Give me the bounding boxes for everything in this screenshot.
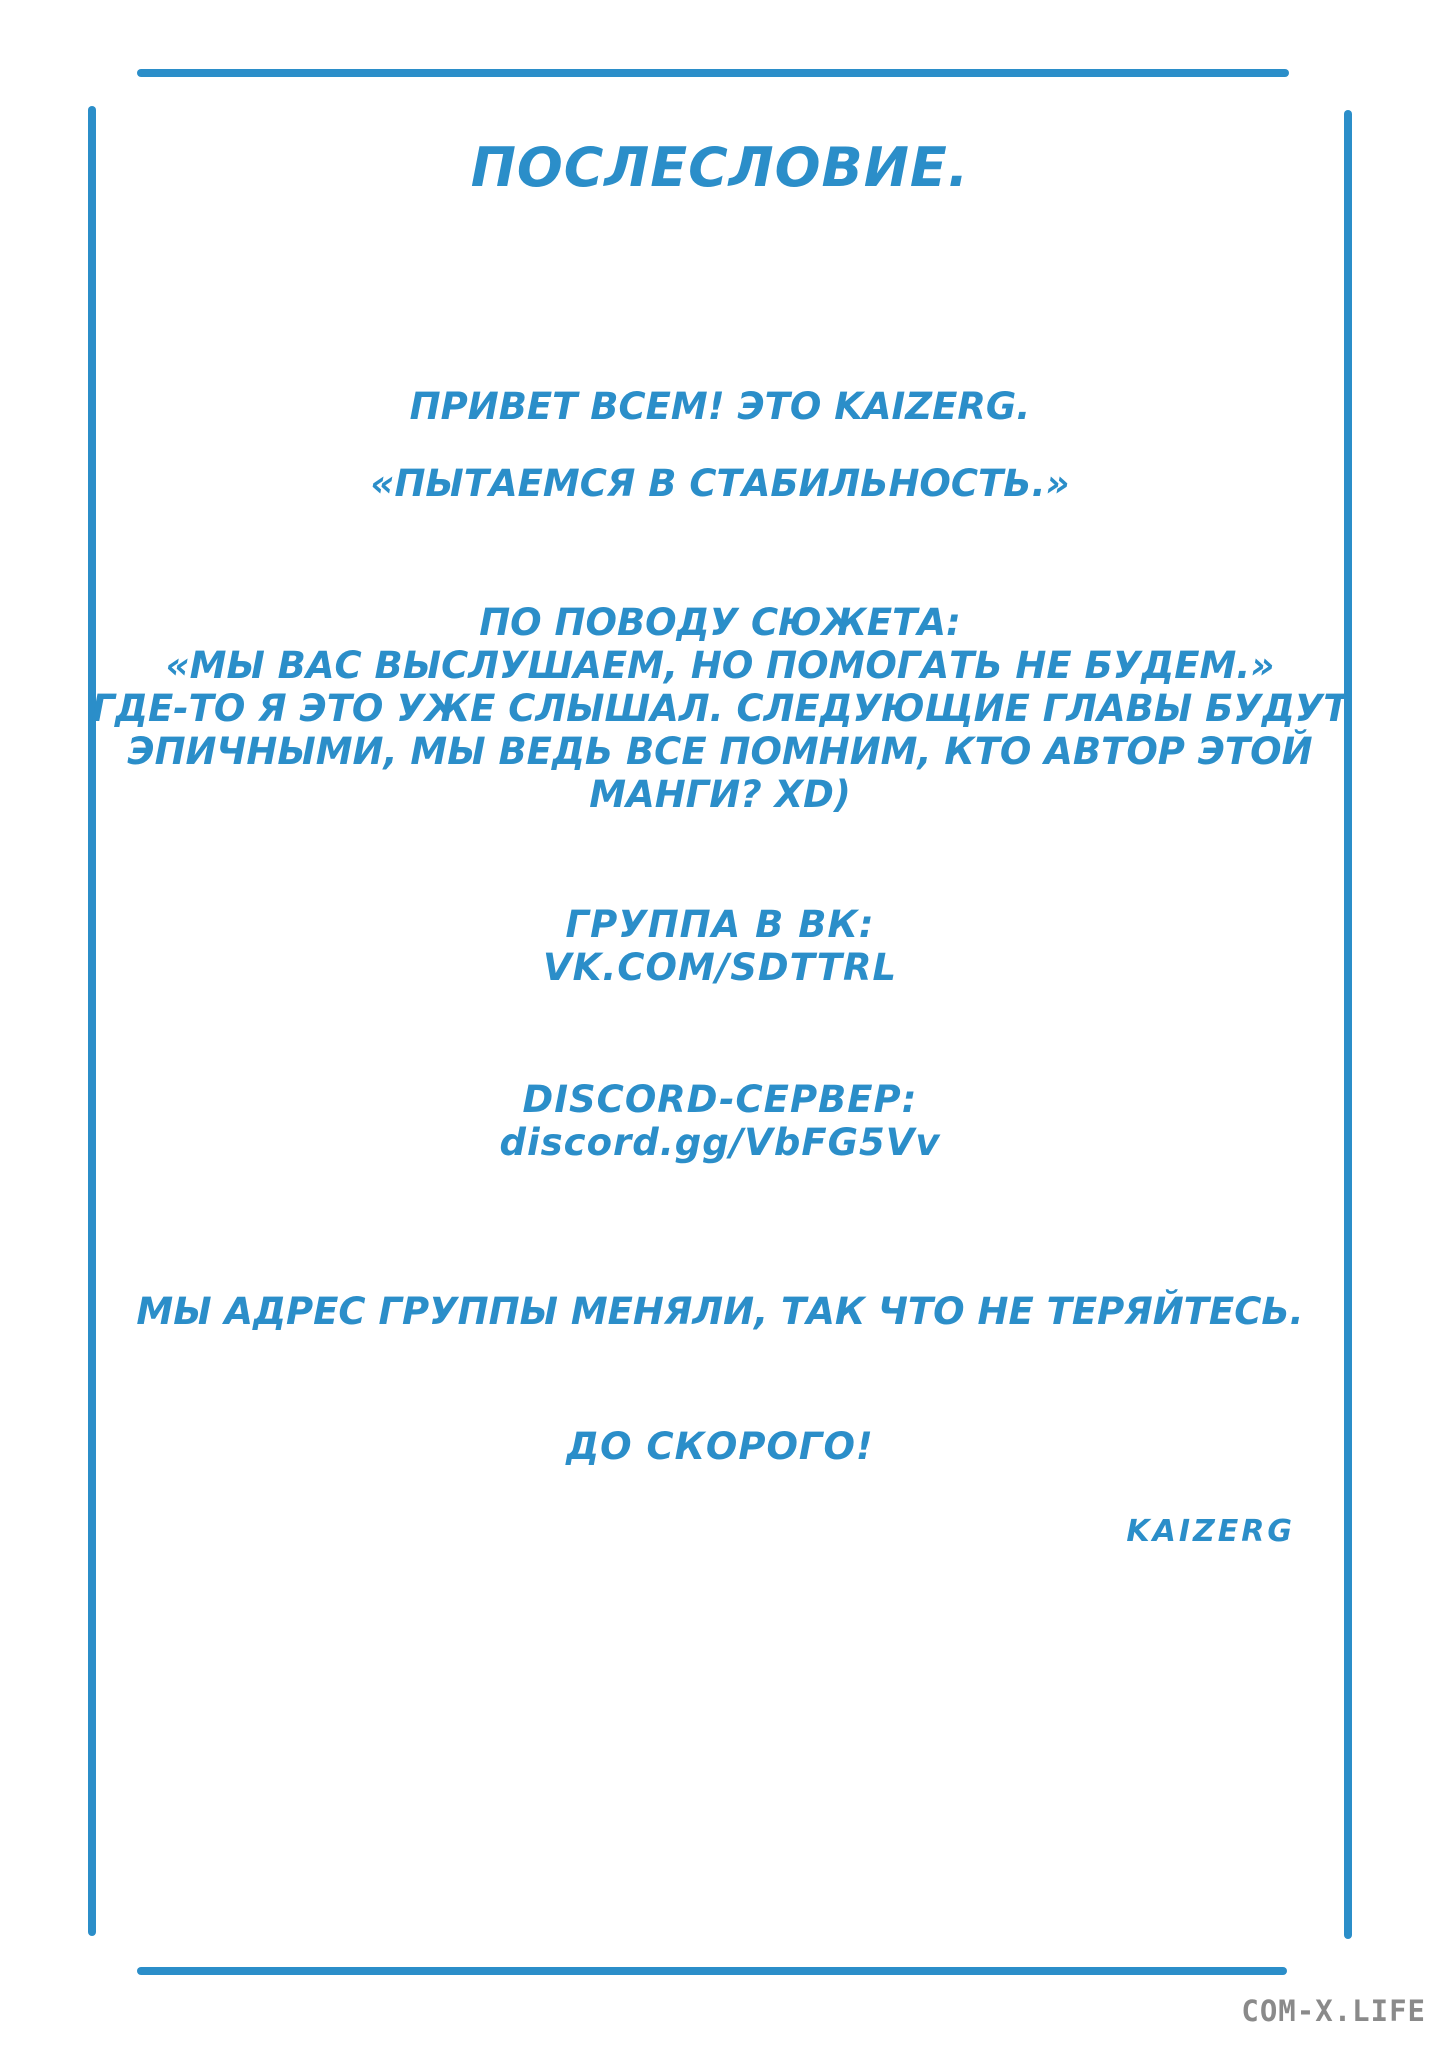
text-line: ПРИВЕТ ВСЕМ! ЭТО KAIZERG. <box>409 385 1031 428</box>
watermark: COM-X.LIFE <box>1241 1994 1426 2028</box>
text-line: ЭПИЧНЫМИ, МЫ ВЕДЬ ВСЕ ПОМНИМ, КТО АВТОР ЭТОЙ <box>127 730 1313 773</box>
paragraph <box>90 1425 1350 1468</box>
paragraph <box>90 1290 1350 1333</box>
text-line: «ПЫТАЕМСЯ В СТАБИЛЬНОСТЬ.» <box>370 462 1070 505</box>
text-line: DISCORD-СЕРВЕР: <box>522 1078 918 1121</box>
text-line: discord.gg/VbFG5Vv <box>499 1121 941 1164</box>
text-line: VK.COM/SDTTRL <box>542 946 898 989</box>
paragraph <box>90 385 1350 428</box>
signature: KAIZERG <box>1126 1514 1295 1549</box>
text-line: ПО ПОВОДУ СЮЖЕТА: <box>479 601 961 644</box>
afterword-body <box>90 0 1350 2048</box>
text-line: МАНГИ? XD) <box>589 773 851 816</box>
text-line: ГРУППА В ВК: <box>565 903 875 946</box>
text-line: ДО СКОРОГО! <box>566 1425 874 1468</box>
text-line: ГДЕ-ТО Я ЭТО УЖЕ СЛЫШАЛ. СЛЕДУЮЩИЕ ГЛАВЫ БУДУТ <box>91 687 1349 730</box>
paragraph <box>90 903 1350 989</box>
text-line: МЫ АДРЕС ГРУППЫ МЕНЯЛИ, ТАК ЧТО НЕ ТЕРЯЙТЕСЬ. <box>136 1290 1304 1333</box>
text-line: «МЫ ВАС ВЫСЛУШАЕМ, НО ПОМОГАТЬ НЕ БУДЕМ.» <box>165 644 1275 687</box>
paragraph <box>90 601 1350 816</box>
paragraph <box>90 1078 1350 1164</box>
paragraph <box>90 462 1350 505</box>
page-title: ПОСЛЕСЛОВИЕ. <box>470 136 970 199</box>
